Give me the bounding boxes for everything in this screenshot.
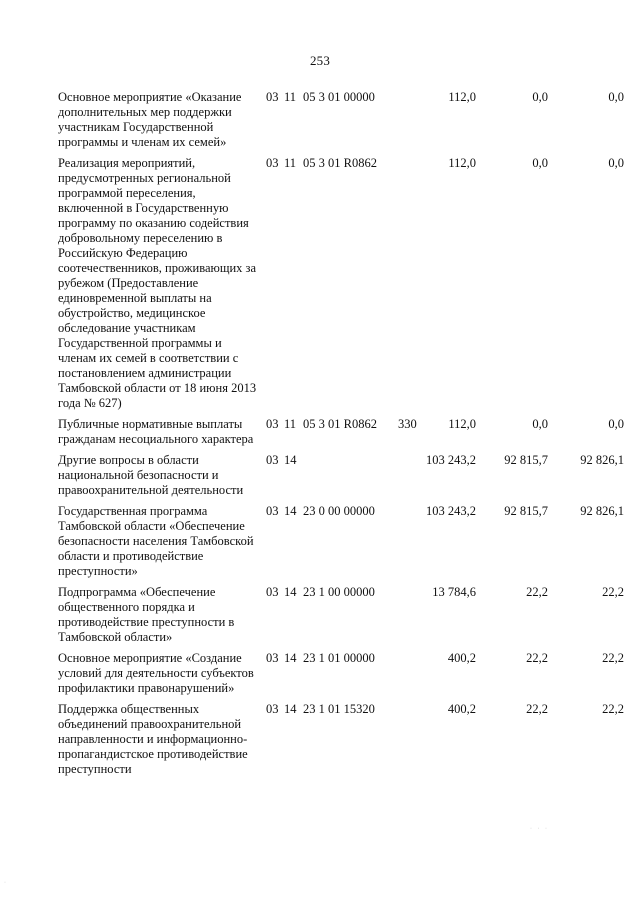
row-name: Публичные нормативные выплаты гражданам несоциального характера: [58, 417, 254, 446]
row-amount-3: 92 826,1: [580, 504, 624, 518]
row-name: Реализация мероприятий, предусмотренных региональной программой переселения, включенной в Государственную программу по оказанию содействия добровольному переселению в Российскую Федерацию соотечественников, проживающих за рубежом (Предоставление единовременной выплаты на обустройство, медицинское обследование участникам Государственной программы и членам их семей в соответствии с постановлением администрации Тамбовской области от 18 июня 2013 года № 627): [58, 156, 257, 410]
table-row: [58, 156, 624, 411]
row-name: Государственная программа Тамбовской области «Обеспечение безопасности населения Тамбовской области и противодействие преступности»: [58, 504, 254, 578]
row-target-article: 05 3 01 00000: [303, 90, 375, 104]
row-subsection: 14: [284, 504, 297, 518]
row-expense-type: 330: [398, 417, 417, 431]
row-subsection: 14: [284, 651, 297, 665]
table-row: [58, 90, 624, 150]
row-name: Основное мероприятие «Оказание дополнительных мер поддержки участникам Государственной программы и членам их семей»: [58, 90, 242, 149]
row-amount-1: 112,0: [448, 156, 476, 170]
row-amount-3: 0,0: [608, 90, 624, 104]
row-amount-1: 112,0: [448, 90, 476, 104]
row-subsection: 11: [284, 156, 297, 170]
row-amount-2: 92 815,7: [504, 504, 548, 518]
row-name: Поддержка общественных объединений правоохранительной направленности и информационно-пропагандистское противодействие преступности: [58, 702, 248, 776]
row-amount-1: 103 243,2: [426, 453, 476, 467]
row-section: 03: [266, 702, 279, 716]
row-amount-2: 22,2: [526, 702, 548, 716]
scan-artifact: ·: [4, 880, 6, 886]
row-section: 03: [266, 156, 279, 170]
row-target-article: 23 1 01 00000: [303, 651, 375, 665]
row-subsection: 14: [284, 453, 297, 467]
row-amount-1: 400,2: [447, 651, 476, 665]
row-amount-2: 22,2: [526, 651, 548, 665]
row-amount-2: 0,0: [532, 156, 548, 170]
row-amount-2: 92 815,7: [504, 453, 548, 467]
row-target-article: 23 1 01 15320: [303, 702, 375, 716]
row-amount-3: 22,2: [602, 702, 624, 716]
row-amount-3: 92 826,1: [580, 453, 624, 467]
row-name: Другие вопросы в области национальной безопасности и правоохранительной деятельности: [58, 453, 244, 497]
row-amount-1: 103 243,2: [426, 504, 476, 518]
row-amount-2: 22,2: [526, 585, 548, 599]
row-amount-3: 0,0: [608, 417, 624, 431]
table-row: [58, 453, 624, 498]
table-row: [58, 702, 624, 777]
row-amount-3: 22,2: [602, 585, 624, 599]
row-subsection: 14: [284, 702, 297, 716]
row-subsection: 11: [284, 417, 297, 431]
row-section: 03: [266, 453, 279, 467]
row-amount-1: 112,0: [448, 417, 476, 431]
table-row: [58, 651, 624, 696]
table-row: [58, 504, 624, 579]
row-section: 03: [266, 504, 279, 518]
page-number: 253: [309, 53, 331, 68]
table-row: [58, 585, 624, 645]
row-amount-2: 0,0: [532, 417, 548, 431]
row-name: Подпрограмма «Обеспечение общественного порядка и противодействие преступности в Тамбовской области»: [58, 585, 235, 644]
row-subsection: 14: [284, 585, 297, 599]
row-amount-3: 0,0: [608, 156, 624, 170]
row-section: 03: [266, 417, 279, 431]
row-section: 03: [266, 90, 279, 104]
row-section: 03: [266, 651, 279, 665]
row-name: Основное мероприятие «Создание условий для деятельности субъектов профилактики правонарушений»: [58, 651, 254, 695]
budget-table: [58, 90, 624, 783]
row-target-article: 05 3 01 R0862: [303, 417, 377, 431]
row-section: 03: [266, 585, 279, 599]
row-target-article: 23 0 00 00000: [303, 504, 375, 518]
table-row: [58, 417, 624, 447]
row-amount-3: 22,2: [602, 651, 624, 665]
row-amount-2: 0,0: [532, 90, 548, 104]
row-target-article: 05 3 01 R0862: [303, 156, 377, 170]
row-amount-1: 13 784,6: [432, 585, 476, 599]
row-target-article: 23 1 00 00000: [303, 585, 375, 599]
row-amount-1: 400,2: [447, 702, 476, 716]
row-subsection: 11: [284, 90, 297, 104]
scan-artifact: · · ·: [530, 826, 549, 832]
